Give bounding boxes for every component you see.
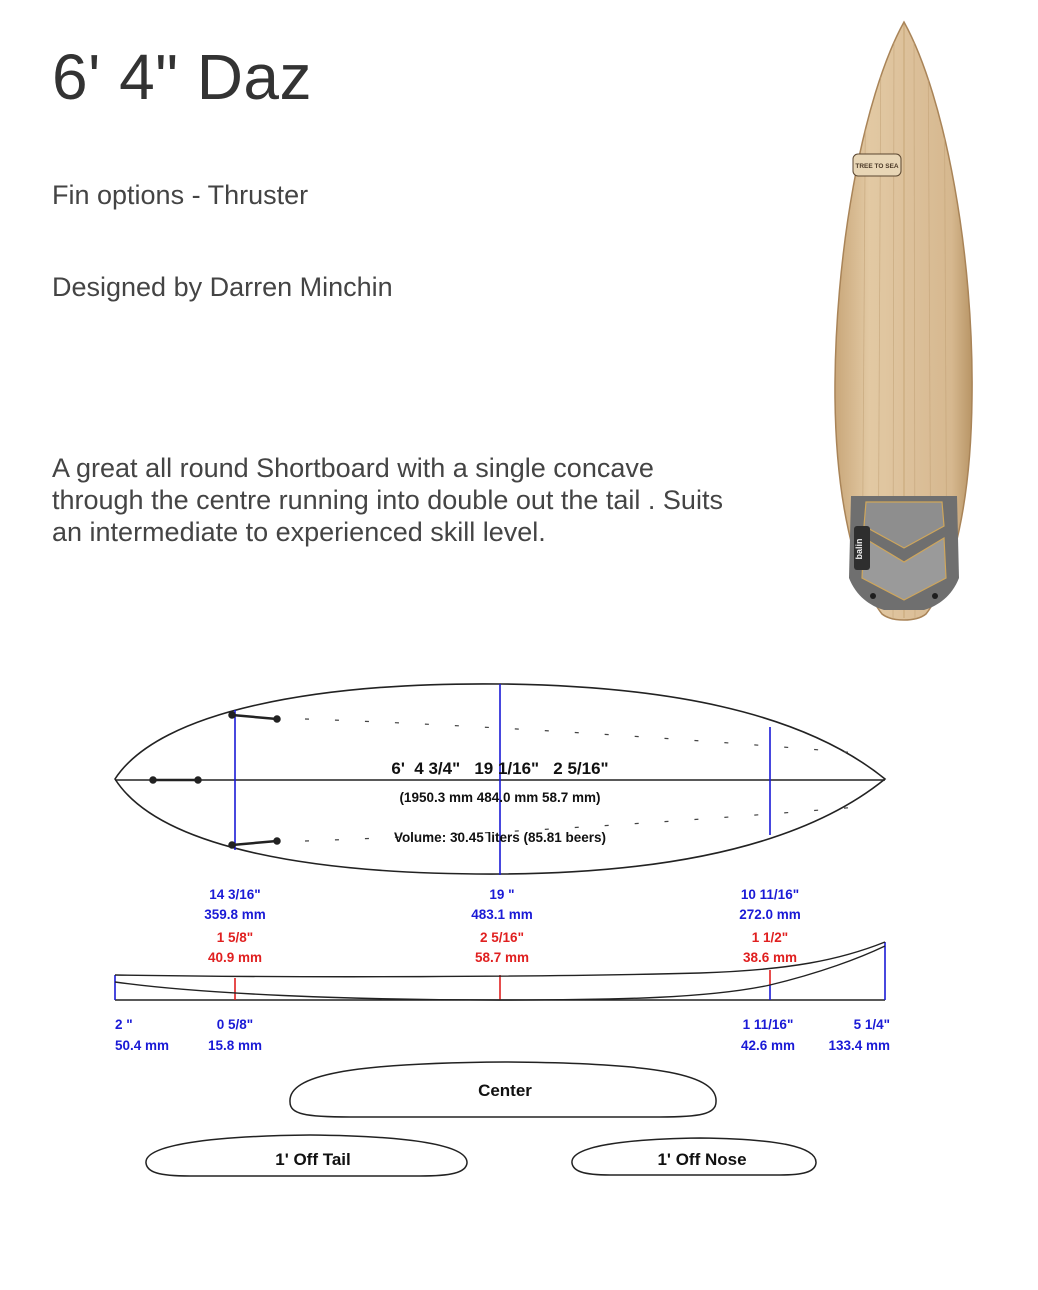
width-nose-mm: 272.0 mm xyxy=(739,907,801,922)
surfboard-photo xyxy=(826,18,982,626)
section-tail-label: 1' Off Tail xyxy=(275,1150,351,1169)
description: A great all round Shortboard with a single concave through the centre running into double out the tail . Suits an intermediate to experienced skill level. xyxy=(52,453,723,547)
svg-text:balin: balin xyxy=(854,538,864,560)
thickness-center-mm: 58.7 mm xyxy=(474,950,530,965)
width-center-in: 19 " xyxy=(489,887,515,902)
rocker-tail-1ft-in: 0 5/8" xyxy=(216,1017,254,1032)
rocker-tail-end-in: 2 " xyxy=(115,1017,133,1032)
spec-metric: (1950.3 mm 484.0 mm 58.7 mm) xyxy=(399,790,601,805)
section-tail xyxy=(146,1135,467,1176)
spec-volume: Volume: 30.45 liters (85.81 beers) xyxy=(393,830,607,845)
tree-to-sea-logo xyxy=(853,154,901,176)
designer: Designed by Darren Minchin xyxy=(52,272,393,302)
page-title: 6' 4" Daz xyxy=(52,41,312,113)
fin-options: Fin options - Thruster xyxy=(52,180,309,210)
thickness-nose-mm: 38.6 mm xyxy=(742,950,798,965)
section-nose-label: 1' Off Nose xyxy=(657,1150,747,1169)
thickness-tail-in: 1 5/8" xyxy=(216,930,254,945)
thickness-center-in: 2 5/16" xyxy=(480,930,524,945)
width-center-mm: 483.1 mm xyxy=(471,907,533,922)
thickness-nose-in: 1 1/2" xyxy=(751,930,789,945)
outline-view xyxy=(115,684,885,875)
rocker-nose-1ft-mm: 42.6 mm xyxy=(740,1038,796,1053)
svg-text:TREE TO SEA: TREE TO SEA xyxy=(855,163,899,170)
spec-imperial: 6' 4 3/4" 19 1/16" 2 5/16" xyxy=(391,759,609,778)
section-center xyxy=(290,1062,716,1117)
traction-pad xyxy=(849,496,959,610)
section-nose xyxy=(572,1138,816,1175)
rocker-nose-1ft-in: 1 11/16" xyxy=(742,1017,794,1032)
width-tail-mm: 359.8 mm xyxy=(204,907,266,922)
thickness-tail-mm: 40.9 mm xyxy=(207,950,263,965)
rocker-tail-end-mm: 50.4 mm xyxy=(115,1038,170,1053)
width-nose-in: 10 11/16" xyxy=(740,887,800,902)
rocker-tail-1ft-mm: 15.8 mm xyxy=(207,1038,263,1053)
width-tail-in: 14 3/16" xyxy=(209,887,261,902)
section-center-label: Center xyxy=(478,1081,532,1100)
rocker-nose-end-in: 5 1/4" xyxy=(853,1017,890,1032)
board-spec-diagram xyxy=(100,670,910,1200)
rocker-nose-end-mm: 133.4 mm xyxy=(828,1038,890,1053)
